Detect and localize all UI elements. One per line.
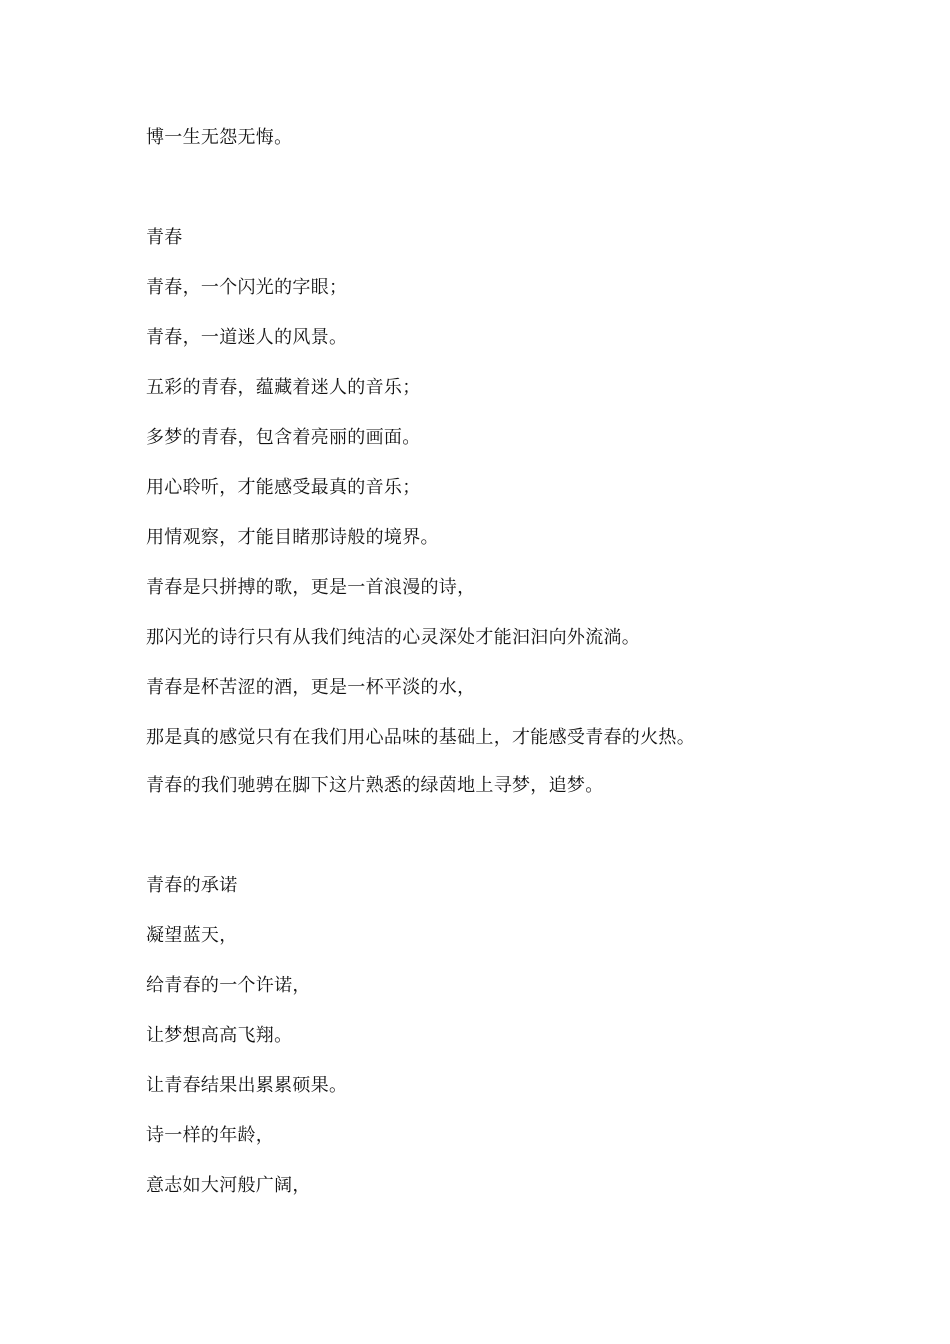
poem-line: 多梦的青春，包含着亮丽的画面。 — [146, 427, 421, 448]
poem-line: 凝望蓝天， — [146, 925, 238, 946]
poem-title: 青春 — [146, 227, 183, 248]
poem-line: 青春，一道迷人的风景。 — [146, 327, 348, 348]
poem-line: 给青春的一个许诺， — [146, 975, 311, 996]
poem-line: 诗一样的年龄， — [146, 1125, 275, 1146]
poem-line: 青春的我们驰骋在脚下这片熟悉的绿茵地上寻梦，追梦。 — [146, 775, 604, 796]
poem-line: 那是真的感觉只有在我们用心品味的基础上，才能感受青春的火热。 — [146, 727, 695, 748]
poem-line: 让梦想高高飞翔。 — [146, 1025, 293, 1046]
opening-line: 博一生无怨无悔。 — [146, 127, 293, 148]
poem-line: 五彩的青春，蕴藏着迷人的音乐； — [146, 377, 421, 398]
poem-line: 青春是杯苦涩的酒，更是一杯平淡的水， — [146, 677, 476, 698]
poem-line: 让青春结果出累累硕果。 — [146, 1075, 348, 1096]
poem-line: 那闪光的诗行只有从我们纯洁的心灵深处才能汩汩向外流淌。 — [146, 627, 641, 648]
poem-title: 青春的承诺 — [146, 875, 238, 896]
poem-line: 青春，一个闪光的字眼； — [146, 277, 348, 298]
poem-line: 意志如大河般广阔， — [146, 1175, 311, 1196]
poem-line: 青春是只拼搏的歌，更是一首浪漫的诗， — [146, 577, 476, 598]
poem-line: 用心聆听，才能感受最真的音乐； — [146, 477, 421, 498]
poem-line: 用情观察，才能目睹那诗般的境界。 — [146, 527, 439, 548]
